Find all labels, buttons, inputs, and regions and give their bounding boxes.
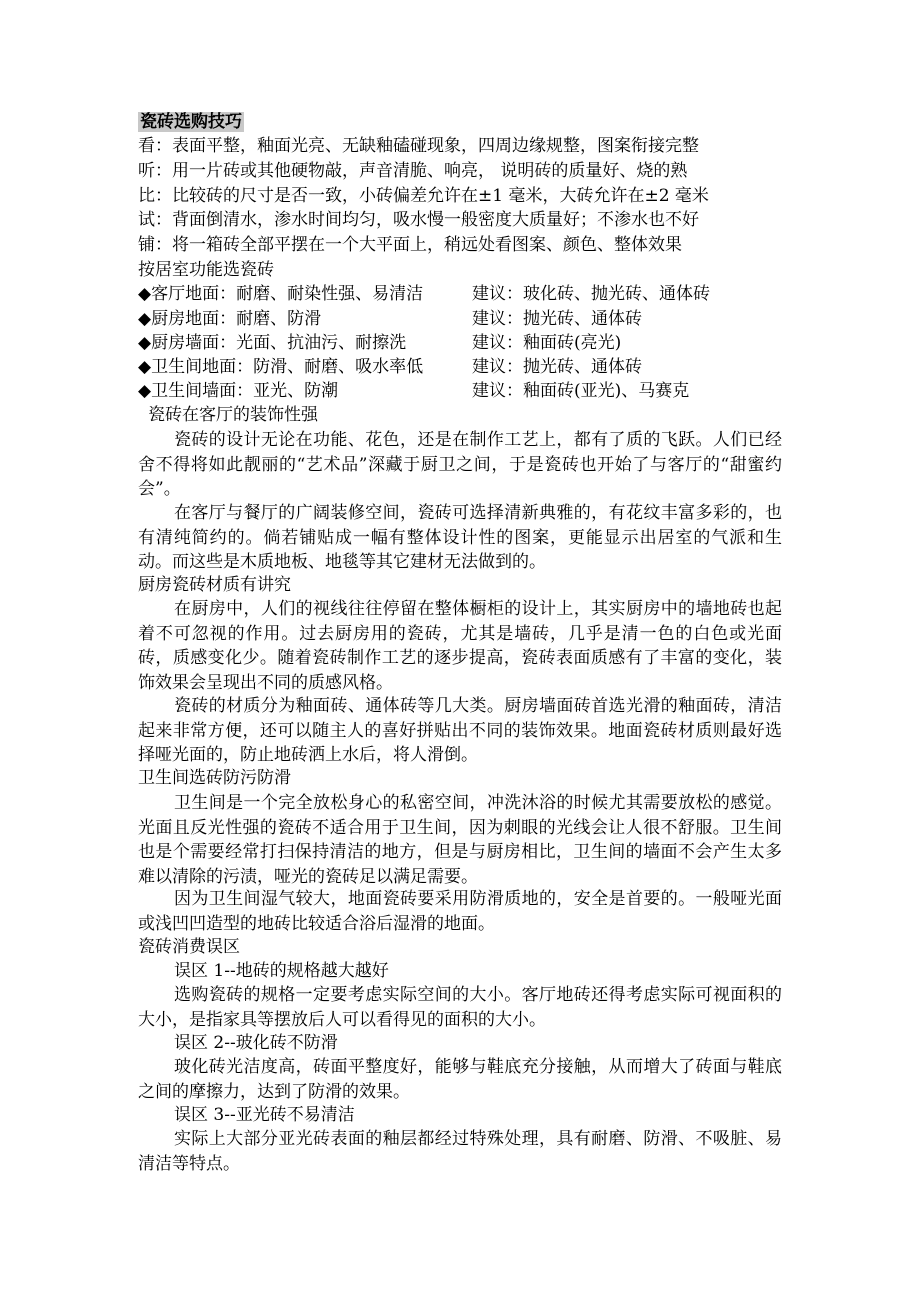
paragraph: 实际上大部分亚光砖表面的釉层都经过特殊处理，具有耐磨、防滑、不吸脏、易清洁等特点。 <box>138 1129 782 1174</box>
paragraph: 玻化砖光洁度高，砖面平整度好，能够与鞋底充分接触，从而增大了砖面与鞋底之间的摩擦力，达到了防滑的效果。 <box>138 1057 782 1102</box>
misconception-title: 误区 1--地砖的规格越大越好 <box>174 961 389 981</box>
section-heading-living-room: 瓷砖在客厅的装饰性强 <box>148 405 318 425</box>
paragraph: 在客厅与餐厅的广阔装修空间，瓷砖可选择清新典雅的，有花纹丰富多彩的，也有清纯简约的。倘若铺贴成一幅有整体设计性的图案，更能显示出居室的气派和生动。而这些是木质地板、地毯等其它建材无法做到的。 <box>138 503 782 572</box>
room-row <box>138 331 621 355</box>
paragraph: 瓷砖的材质分为釉面砖、通体砖等几大类。厨房墙面砖首选光滑的釉面砖，清洁起来非常方便，还可以随主人的喜好拼贴出不同的装饰效果。地面瓷砖材质则最好选择哑光面的，防止地砖洒上水后，将人滑倒。 <box>138 696 782 765</box>
doc-title: 瓷砖选购技巧 <box>140 112 242 132</box>
paragraph: 在厨房中，人们的视线往往停留在整体橱柜的设计上，其实厨房中的墙地砖也起着不可忽视的作用。过去厨房用的瓷砖，尤其是墙砖，几乎是清一色的白色或光面砖，质感变化少。随着瓷砖制作工艺的逐步提高，瓷砖表面质感有了丰富的变化，装饰效果会呈现出不同的质感风格。 <box>138 599 782 693</box>
tip-lay: 铺：将一箱砖全部平摆在一个大平面上，稍远处看图案、颜色、整体效果 <box>138 235 682 255</box>
paragraph: 选购瓷砖的规格一定要考虑实际空间的大小。客厅地砖还得考虑实际可视面积的大小，是指家具等摆放后人可以看得见的面积的大小。 <box>138 985 782 1030</box>
room-row <box>138 355 642 379</box>
room-need: ◆卫生间墙面：亚光、防潮 <box>138 381 339 401</box>
room-row <box>138 307 642 331</box>
room-need: ◆客厅地面：耐磨、耐染性强、易清洁 <box>138 284 424 304</box>
paragraph: 卫生间是一个完全放松身心的私密空间，冲洗沐浴的时候尤其需要放松的感觉。光面且反光性强的瓷砖不适合用于卫生间，因为刺眼的光线会让人很不舒服。卫生间也是个需要经常打扫保持清洁的地方，但是与厨房相比，卫生间的墙面不会产生太多难以清除的污渍，哑光的瓷砖足以满足需要。 <box>138 793 782 887</box>
room-heading: 按居室功能选瓷砖 <box>138 260 274 280</box>
paragraph: 瓷砖的设计无论在功能、花色，还是在制作工艺上，都有了质的飞跃。人们已经舍不得将如此靓丽的“艺术品”深藏于厨卫之间，于是瓷砖也开始了与客厅的“甜蜜约会”。 <box>138 430 782 499</box>
section-heading-bathroom: 卫生间选砖防污防滑 <box>138 768 291 788</box>
room-advice: 建议：抛光砖、通体砖 <box>472 357 642 377</box>
room-row <box>138 282 710 306</box>
doc-title-line <box>138 110 244 134</box>
misconception-title: 误区 2--玻化砖不防滑 <box>174 1033 338 1053</box>
tip-compare: 比：比较砖的尺寸是否一致，小砖偏差允许在±1 毫米，大砖允许在±2 毫米 <box>138 186 709 206</box>
paragraph: 因为卫生间湿气较大，地面瓷砖要采用防滑质地的，安全是首要的。一般哑光面或浅凹凹造型的地砖比较适合浴后湿滑的地面。 <box>138 889 782 934</box>
tip-test: 试：背面倒清水，渗水时间均匀，吸水慢一般密度大质量好；不渗水也不好 <box>138 210 699 230</box>
room-advice: 建议：釉面砖(亚光)、马赛克 <box>472 381 690 401</box>
room-need: ◆厨房地面：耐磨、防滑 <box>138 309 322 329</box>
room-advice: 建议：玻化砖、抛光砖、通体砖 <box>472 284 710 304</box>
section-heading-misconceptions: 瓷砖消费误区 <box>138 937 240 957</box>
tip-look: 看：表面平整，釉面光亮、无缺釉磕碰现象，四周边缘规整，图案衔接完整 <box>138 136 699 156</box>
misconception-title: 误区 3--亚光砖不易清洁 <box>174 1105 355 1125</box>
room-need: ◆厨房墙面：光面、抗油污、耐擦洗 <box>138 333 407 353</box>
room-advice: 建议：抛光砖、通体砖 <box>472 309 642 329</box>
tip-listen: 听：用一片砖或其他硬物敲，声音清脆、响亮， 说明砖的质量好、烧的熟 <box>138 161 688 181</box>
room-row <box>138 379 689 403</box>
section-heading-kitchen: 厨房瓷砖材质有讲究 <box>138 575 291 595</box>
room-need: ◆卫生间地面：防滑、耐磨、吸水率低 <box>138 357 424 377</box>
room-advice: 建议：釉面砖(亮光) <box>472 333 622 353</box>
